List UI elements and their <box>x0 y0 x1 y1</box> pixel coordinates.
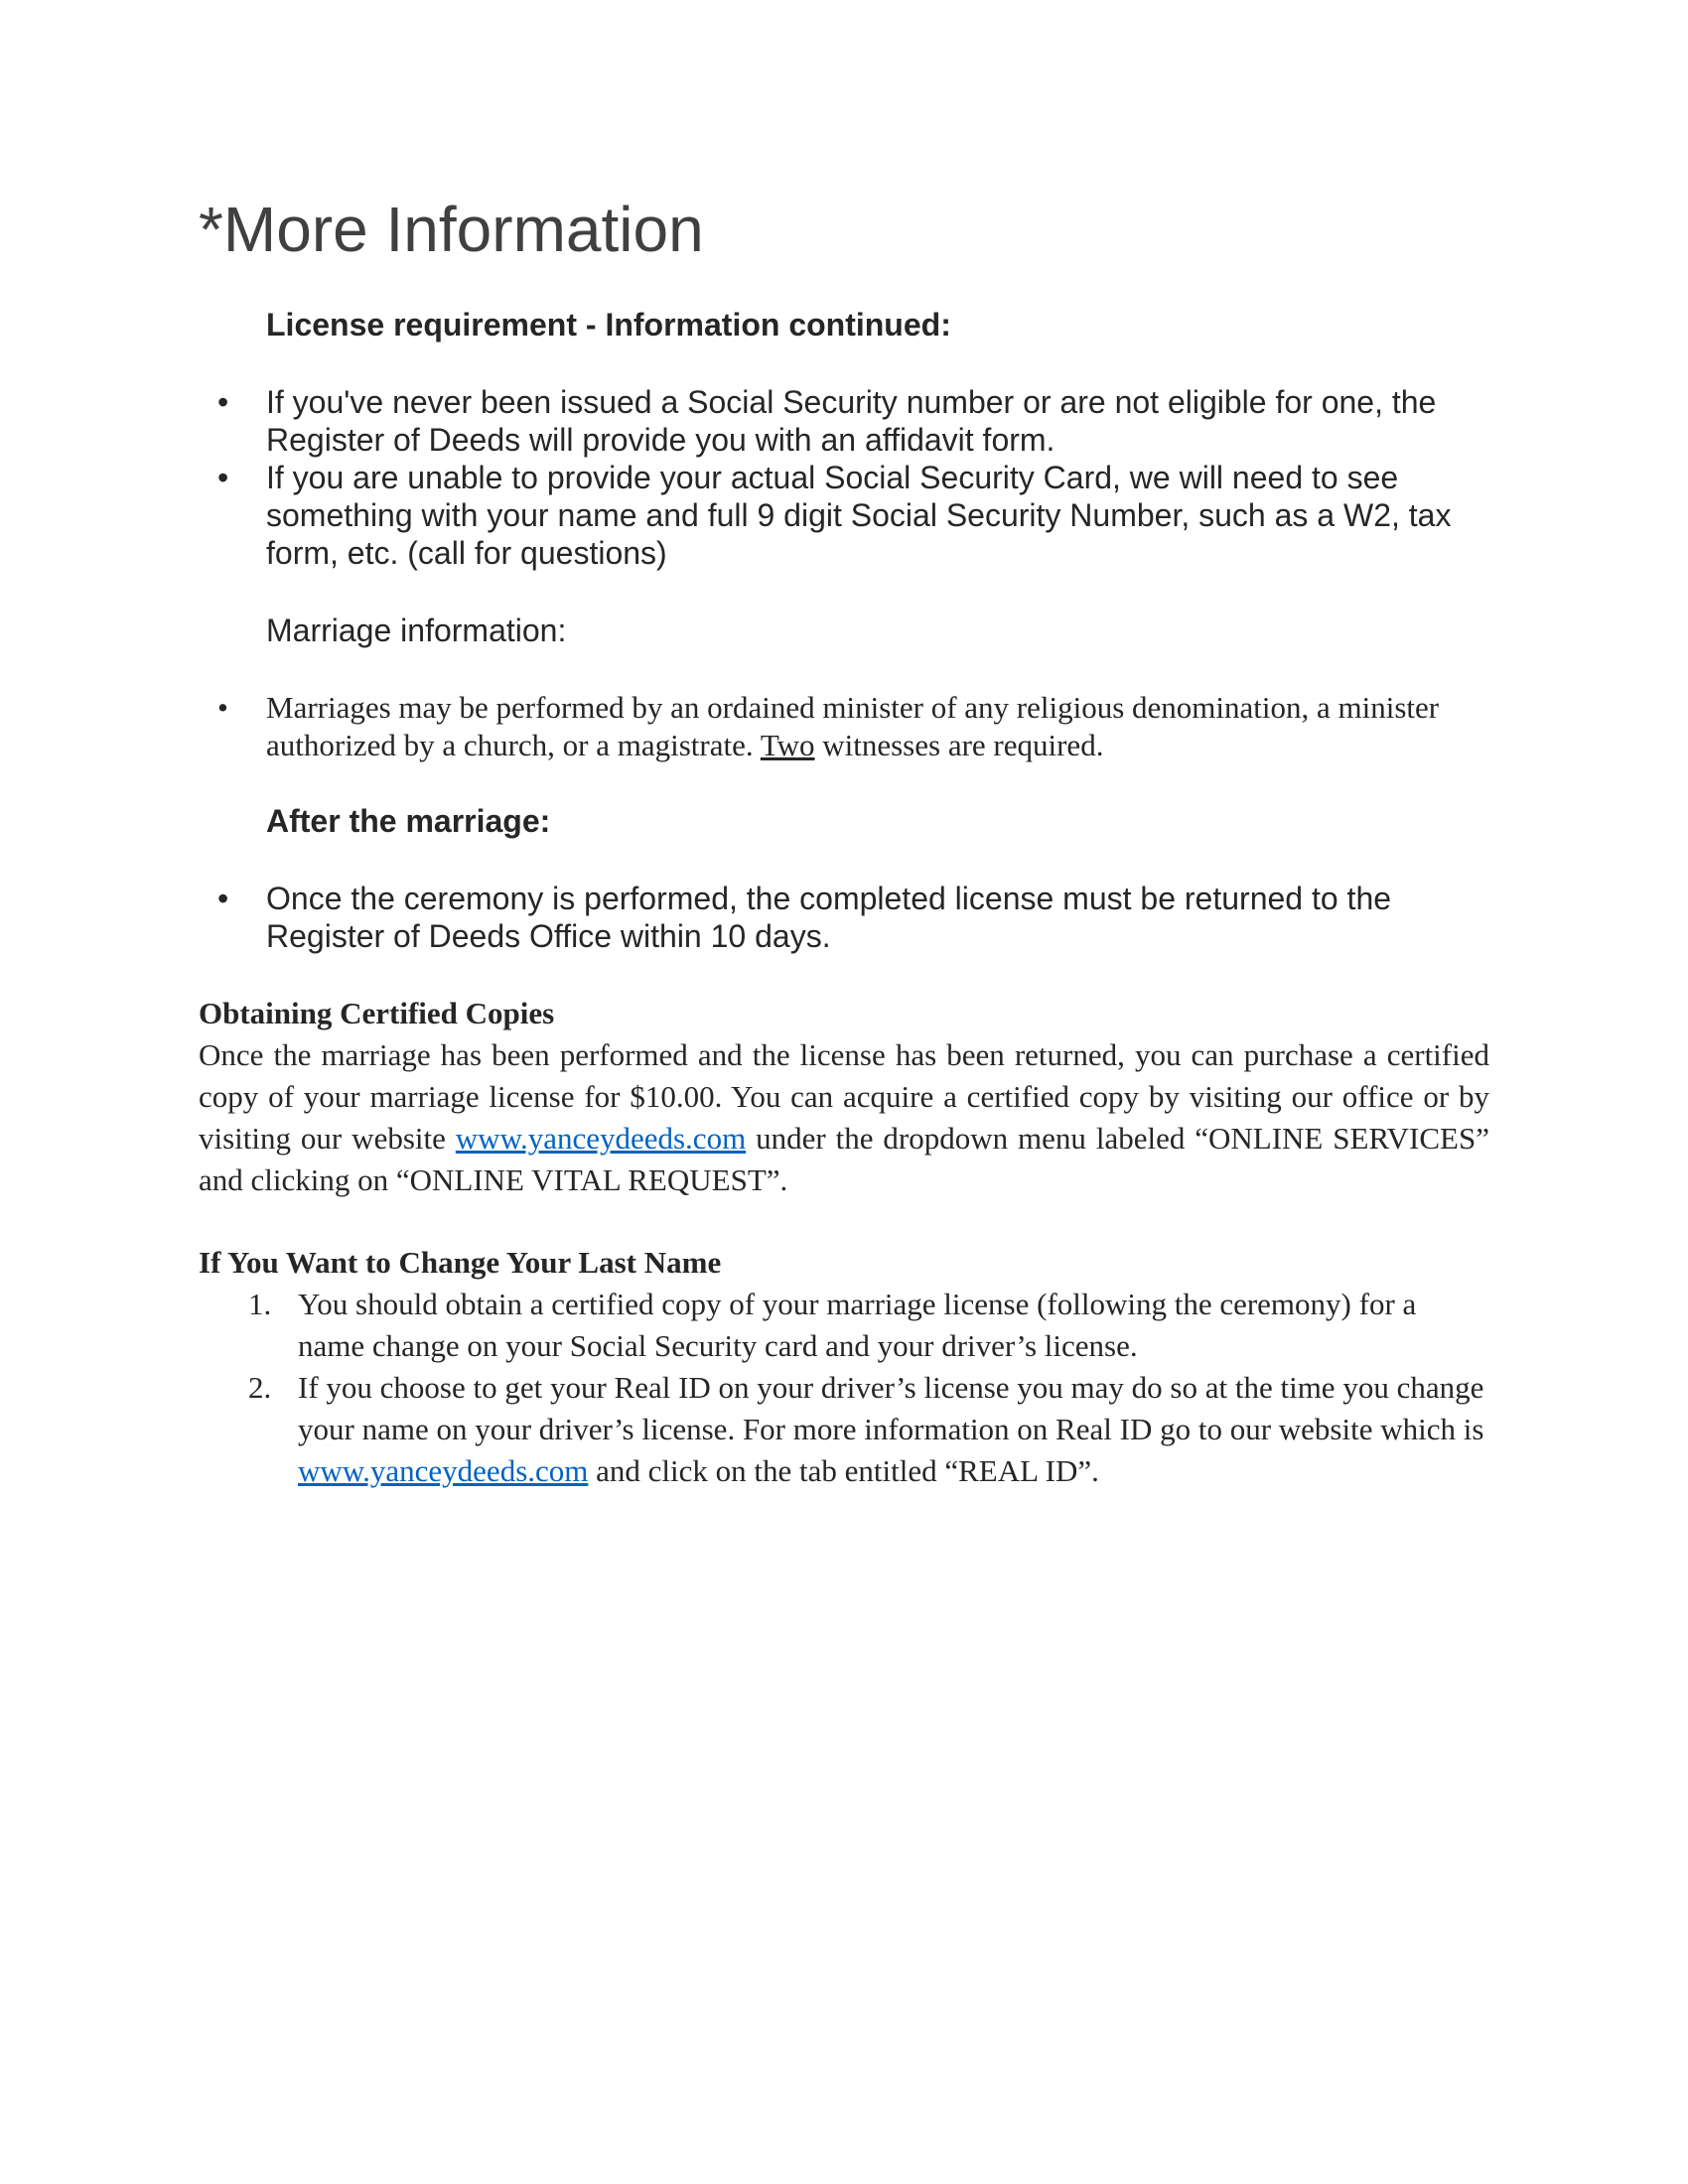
marriage-bullet-list <box>0 689 1688 764</box>
list-item <box>0 689 1489 764</box>
marriage-information-heading: Marriage information: <box>266 613 567 648</box>
certified-copies-paragraph <box>199 1034 1489 1201</box>
list-item <box>0 383 1489 459</box>
change-last-name-heading: If You Want to Change Your Last Name <box>199 1245 722 1280</box>
name-change-item-text: You should obtain a certified copy of your marriage license (following the ceremony) for a name change on your Social Security card and your driver’s license. <box>298 1287 1417 1363</box>
bullet-icon: • <box>217 384 229 420</box>
license-bullet-text: If you've never been issued a Social Security number or are not eligible for one, the Register of Deeds will provide you with an affidavit form. <box>266 384 1437 458</box>
after-bullet-text: Once the ceremony is performed, the completed license must be returned to the Register of Deeds Office within 10 days. <box>266 881 1392 954</box>
name-change-list <box>0 1284 1688 1492</box>
certified-copies-heading: Obtaining Certified Copies <box>199 996 555 1030</box>
certified-text-end: under the dropdown menu labeled “ONLINE SERVICES” and clicking on “ONLINE VITAL REQUEST”. <box>199 1121 1489 1197</box>
underlined-word: Two <box>760 728 815 762</box>
license-bullet-list <box>0 383 1688 572</box>
list-item <box>0 1284 1489 1367</box>
list-item <box>0 459 1489 572</box>
website-link[interactable]: www.yanceydeeds.com <box>455 1121 747 1156</box>
list-number: 1. <box>248 1287 272 1321</box>
bullet-icon: • <box>217 460 229 495</box>
license-requirement-heading: License requirement - Information continued: <box>266 307 951 342</box>
list-item <box>0 880 1489 955</box>
list-number: 2. <box>248 1370 272 1405</box>
name-change-item-text-end: and click on the tab entitled “REAL ID”. <box>588 1453 1099 1488</box>
bullet-icon: • <box>217 881 229 916</box>
list-item <box>0 1367 1489 1492</box>
name-change-item-text: If you choose to get your Real ID on your driver’s license you may do so at the time you change your name on your driver’s license. For more information on Real ID go to our website which is <box>298 1370 1484 1446</box>
page-title: *More Information <box>199 194 704 265</box>
marriage-bullet-text-end: witnesses are required. <box>814 728 1104 762</box>
after-bullet-list <box>0 880 1688 955</box>
after-marriage-heading: After the marriage: <box>266 803 551 839</box>
website-link[interactable]: www.yanceydeeds.com <box>298 1453 589 1488</box>
license-bullet-text: If you are unable to provide your actual Social Security Card, we will need to see something with your name and full 9 digit Social Security Number, such as a W2, tax form, etc. (call for questions) <box>266 460 1452 571</box>
marriage-bullet-text: Marriages may be performed by an ordained minister of any religious denomination, a minister authorized by a church, or a magistrate. <box>266 690 1440 762</box>
certified-text: Once the marriage has been performed and the license has been returned, you can purchase a certified copy of your marriage license for $10.00. You can acquire a certified copy by visiting our office or by visiting our website <box>199 1037 1489 1156</box>
bullet-icon: • <box>217 690 228 725</box>
